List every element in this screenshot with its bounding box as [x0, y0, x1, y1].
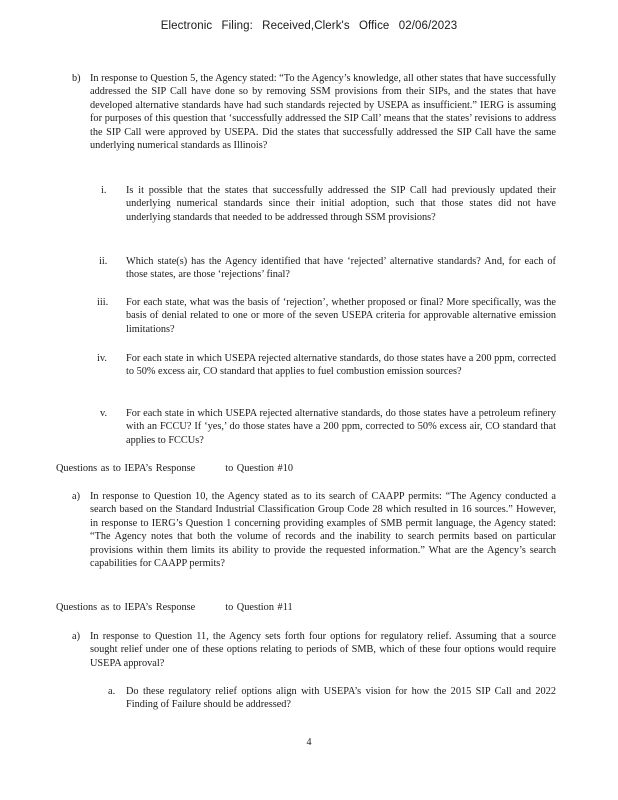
section-b-marker: b) — [72, 73, 81, 84]
item-i-text: Is it possible that the states that successfully addressed the SIP Call had previously updated their underlying numerical standards since their initial adoption, such that those states did not have underlying standards that needed to be addressed through SSM provisions? — [126, 185, 556, 223]
item-ii-text: Which state(s) has the Agency identified that have ‘rejected’ alternative standards? And, for each of those states, are those ‘rejections’ final? — [126, 256, 556, 281]
section-a10-text: In response to Question 10, the Agency stated as to its search of CAAPP permits: “The Agency conducted a search based on the Standard Industrial Classification Group Code 28 which resulted in 16 sources.” However, in response to IERG’s Question 1 concerning providing examples of SMB permit language, the Agency stated: “The Agency notes that both the volume of records and the inability to search permits based on particular provisions within them limits its ability to provide the requested information.” What are the Agency’s search capabilities for CAAPP permits? — [90, 491, 556, 570]
item-i-marker: i. — [101, 185, 107, 196]
section-a10-marker: a) — [72, 491, 80, 502]
section-a11-marker: a) — [72, 631, 80, 642]
item-ii-marker: ii. — [99, 256, 108, 267]
item-iii-text: For each state, what was the basis of ‘rejection’, whether proposed or final? More specifically, was the basis of denial related to one or more of the seven USEPA criteria for approvable alternative emission limitations? — [126, 297, 556, 335]
item-v-text: For each state in which USEPA rejected alternative standards, do those states have a petroleum refinery with an FCCU? If ‘yes,’ do those states have a 200 ppm, corrected to 50% excess air, CO standard that applies to FCCUs? — [126, 408, 556, 446]
item-a-text: Do these regulatory relief options align with USEPA’s vision for how the 2015 SIP Call and 2022 Finding of Failure should be addressed? — [126, 686, 556, 711]
item-v-marker: v. — [100, 408, 108, 419]
section-b-text: In response to Question 5, the Agency stated: “To the Agency’s knowledge, all other states that have successfully addressed the SIP Call have done so by removing SSM provisions from their SIPs, and the states that have developed alternative standards have had such standards rejected by USEPA as insufficient.” IERG is assuming for purposes of this question that ‘successfully addressed the SIP Call’ means that the states’ revisions to address the SIP Call were approved by USEPA. Did the states that successfully addressed the SIP Call have the same underlying numerical standards as Illinois? — [90, 73, 556, 152]
item-a-marker: a. — [108, 686, 116, 697]
electronic-filing-header: Electronic Filing: Received,Clerk's Office 02/06/2023 — [160, 20, 458, 32]
heading-question-11 — [56, 601, 293, 614]
page-number: 4 — [306, 737, 312, 748]
heading-11-number: to Question #11 — [225, 602, 293, 613]
item-iv-marker: iv. — [97, 353, 107, 364]
heading-10-label: Questions as to IEPA’s Response — [56, 463, 196, 474]
section-a11-text: In response to Question 11, the Agency sets forth four options for regulatory relief. Assuming that a source sought relief under one of these options relating to periods of SMB, which of these four options would require USEPA approval? — [90, 631, 556, 669]
heading-11-label: Questions as to IEPA’s Response — [56, 602, 196, 613]
heading-10-number: to Question #10 — [225, 463, 293, 474]
item-iv-text: For each state in which USEPA rejected alternative standards, do those states have a 200 ppm, corrected to 50% excess air, CO standard that applies to fuel combustion emission sources? — [126, 353, 556, 378]
item-iii-marker: iii. — [97, 297, 109, 308]
heading-question-10 — [56, 462, 293, 475]
